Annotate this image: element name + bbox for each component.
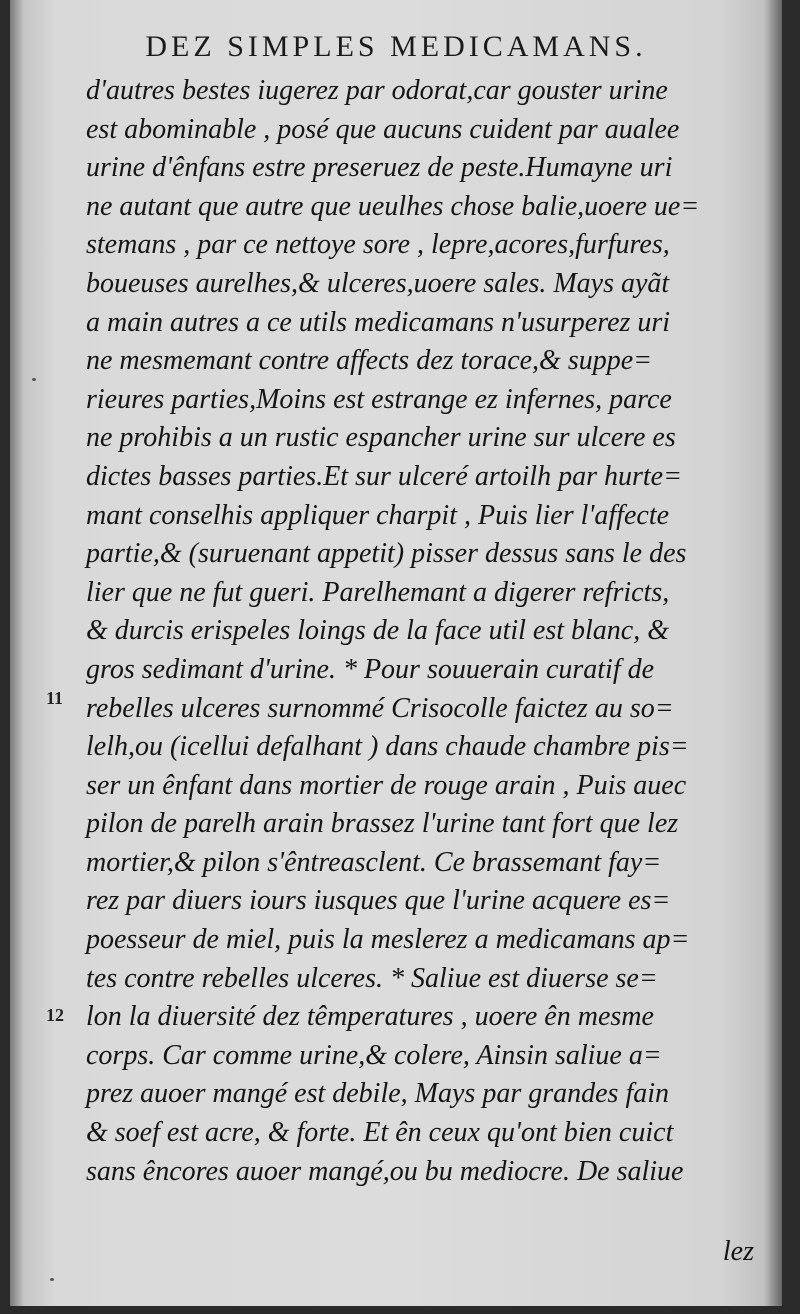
text-line: d'autres bestes iugerez par odorat,car gouster urine xyxy=(86,75,668,106)
text-line: rez par diuers iours iusques que l'urine acquere es= xyxy=(86,885,671,917)
text-line: gros sedimant d'urine. * Pour souuerain curatif de xyxy=(86,653,655,685)
text-line: ne autant que autre que ueulhes chose balie,uoere ue= xyxy=(86,190,700,222)
text-line: a main autres a ce utils medicamans n'usurperez uri xyxy=(86,306,671,338)
text-line: mant conselhis appliquer charpit , Puis lier l'affecte xyxy=(86,499,670,531)
text-line: stemans , par ce nettoye sore , lepre,acores,furfures, xyxy=(86,229,670,261)
text-line: tes contre rebelles ulceres. * Saliue est diuerse se= xyxy=(86,962,658,994)
margin-number: 11 xyxy=(46,688,64,708)
text-line: poesseur de miel, puis la meslerez a medicamans ap= xyxy=(86,924,690,956)
body-text xyxy=(86,72,758,1191)
text-line: pilon de parelh arain brassez l'urine tant fort que lez xyxy=(86,808,679,840)
ink-speck xyxy=(32,378,36,381)
running-head: DEZ SIMPLES MEDICAMANS. xyxy=(145,30,647,63)
text-line: lier que ne fut gueri. Parelhemant a digerer refricts, xyxy=(86,576,670,608)
text-line: mortier,& pilon s'êntreasclent. Ce brassemant fay= xyxy=(86,846,662,878)
text-line: lelh,ou (icellui defalhant ) dans chaude chambre pis= xyxy=(86,731,689,763)
text-line: ne mesmemant contre affects dez torace,& suppe= xyxy=(86,345,653,377)
text-line: sans êncores auoer mangé,ou bu mediocre. De saliue xyxy=(86,1155,684,1187)
text-line: corps. Car comme urine,& colere, Ainsin saliue a= xyxy=(86,1039,662,1071)
text-line: & durcis erispeles loings de la face util est blanc, & xyxy=(86,615,669,647)
text-line: boueuses aurelhes,& ulceres,uoere sales. Mays ayãt xyxy=(86,267,670,299)
text-line: ser un ênfant dans mortier de rouge arain , Puis auec xyxy=(86,769,687,801)
spine-shadow xyxy=(10,0,24,1306)
text-line: partie,& (suruenant appetit) pisser dessus sans le des xyxy=(86,538,687,570)
margin-number: 12 xyxy=(46,1005,64,1025)
book-page xyxy=(10,0,782,1306)
catchword: lez xyxy=(722,1236,754,1267)
text-line: rebelles ulceres surnommé Crisocolle faictez au so= xyxy=(86,692,674,724)
ink-speck xyxy=(50,1278,54,1281)
text-line: prez auoer mangé est debile, Mays par grandes fain xyxy=(86,1078,669,1110)
text-line: ne prohibis a un rustic espancher urine sur ulcere es xyxy=(86,422,676,454)
text-line: urine d'ênfans estre preseruez de peste.Humayne uri xyxy=(86,152,673,184)
text-line: rieures parties,Moins est estrange ez infernes, parce xyxy=(86,383,672,415)
text-line: & soef est acre, & forte. Et ên ceux qu'ont bien cuict xyxy=(86,1117,674,1149)
text-line: est abominable , posé que aucuns cuident par aualee xyxy=(86,113,680,145)
text-line: lon la diuersité dez têmperatures , uoere ên mesme xyxy=(86,1001,654,1033)
page-edge-shadow xyxy=(764,0,782,1306)
text-line: dictes basses parties.Et sur ulceré artoilh par hurte= xyxy=(86,460,682,492)
